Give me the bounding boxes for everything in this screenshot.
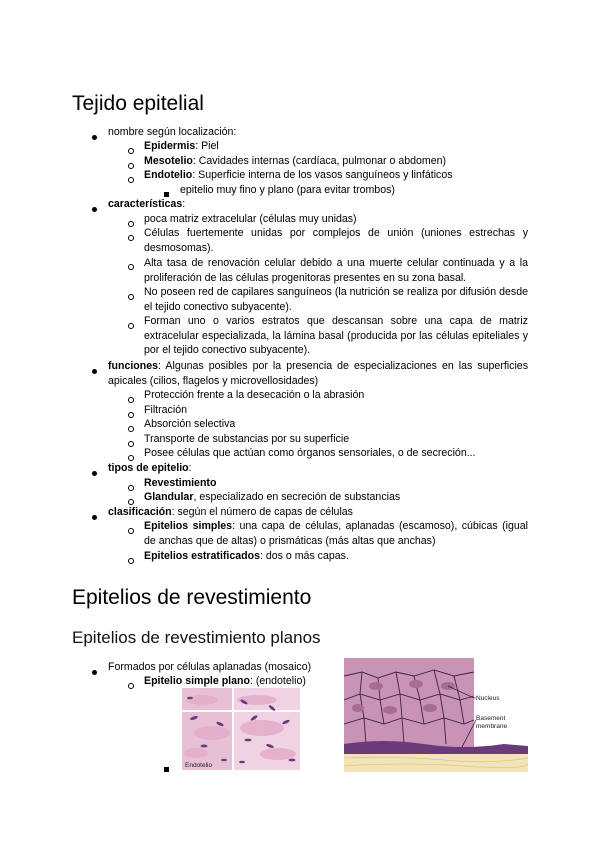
bullet-circle-icon — [128, 231, 134, 246]
micrograph-label: Endotelio — [185, 762, 213, 769]
list-item-c3: Alta tasa de renovación celular debido a una muerte celular continuada y a la proliferación de las células progenitoras presentes en su zona basal. — [144, 257, 528, 284]
list-item-funciones: funciones: Algunas posibles por la presencia de especializaciones en las superficies apicales (cilios, flagelos y microvellosidades) — [108, 360, 528, 387]
list-item-endotelio: Endotelio: Superficie interna de los vasos sanguíneos y linfáticos — [144, 169, 453, 181]
bullet-dot-icon — [92, 510, 97, 525]
bullet-dot-icon — [92, 665, 97, 680]
bullet-circle-icon — [128, 217, 134, 232]
list-item-endotelio-sub: epitelio muy fino y plano (para evitar trombos) — [180, 184, 395, 196]
heading-epitelios-revestimiento: Epitelios de revestimiento — [72, 586, 312, 609]
list-item-nombre: nombre según localización: — [108, 126, 237, 138]
bullet-circle-icon — [128, 679, 134, 694]
list-item-glandular: Glandular, especializado en secreción de substancias — [144, 491, 401, 503]
list-item-formados: Formados por células aplanadas (mosaico) — [108, 661, 312, 673]
list-item-epidermis: Epidermis: Piel — [144, 140, 219, 152]
list-item-caracteristicas: características: — [108, 198, 186, 210]
list-item-simple-plano: Epitelio simple plano: (endotelio) — [144, 675, 306, 687]
label-nucleus: Nucleus — [476, 695, 500, 702]
bullet-circle-icon — [128, 393, 134, 408]
list-item-c1: poca matriz extracelular (células muy unidas) — [144, 213, 357, 225]
list-item-c5: Forman uno o varios estratos que descansan sobre una capa de matriz extracelular especializada, la lámina basal (producida por las células epiteliales y por el tejido conectivo subyacente). — [144, 315, 528, 357]
list-item-revestimiento: Revestimiento — [144, 477, 217, 489]
bullet-circle-icon — [128, 554, 134, 569]
title-tejido-epitelial: Tejido epitelial — [72, 92, 204, 115]
bullet-square-icon — [164, 762, 169, 777]
bullet-circle-icon — [128, 319, 134, 334]
list-item-c4: No poseen red de capilares sanguíneos (la nutrición se realiza por difusión desde el tejido conectivo subyacente). — [144, 286, 528, 313]
bullet-circle-icon — [128, 144, 134, 159]
bullet-circle-icon — [128, 159, 134, 174]
list-item-c2: Células fuertemente unidas por complejos de unión (uniones estrechas y desmosomas). — [144, 227, 528, 254]
list-item-mesotelio: Mesotelio: Cavidades internas (cardíaca, pulmonar o abdomen) — [144, 155, 447, 167]
list-item-f5: Posee células que actúan como órganos sensoriales, o de secreción... — [144, 447, 476, 459]
bullet-dot-icon — [92, 130, 97, 145]
heading-revestimiento-planos: Epitelios de revestimiento planos — [72, 628, 321, 647]
label-membrane: membrane — [476, 723, 508, 730]
list-item-simples: Epitelios simples: una capa de células, aplanadas (escamoso), cúbicas (igual de anchas que de altas) o prismáticas (más altas que anchas) — [144, 520, 529, 547]
bullet-circle-icon — [128, 260, 134, 275]
bullet-circle-icon — [128, 437, 134, 452]
list-item-f1: Protección frente a la desecación o la abrasión — [144, 389, 365, 401]
bullet-dot-icon — [92, 466, 97, 481]
bullet-dot-icon — [92, 364, 97, 379]
list-item-tipos: tipos de epitelio: — [108, 462, 192, 474]
bullet-circle-icon — [128, 481, 134, 496]
bullet-circle-icon — [128, 524, 134, 539]
list-item-f4: Transporte de substancias por su superficie — [144, 433, 350, 445]
bullet-circle-icon — [128, 173, 134, 188]
list-item-f2: Filtración — [144, 404, 187, 416]
list-item-f3: Absorción selectiva — [144, 418, 236, 430]
endothelium-micrograph — [182, 688, 300, 770]
bullet-circle-icon — [128, 408, 134, 423]
bullet-circle-icon — [128, 290, 134, 305]
bullet-dot-icon — [92, 202, 97, 217]
label-basement: Basement — [476, 715, 506, 722]
bullet-circle-icon — [128, 422, 134, 437]
simple-squamous-diagram — [344, 658, 528, 772]
list-item-clasificacion: clasificación: según el número de capas de células — [108, 506, 353, 518]
list-item-estratificados: Epitelios estratificados: dos o más capas. — [144, 550, 349, 562]
